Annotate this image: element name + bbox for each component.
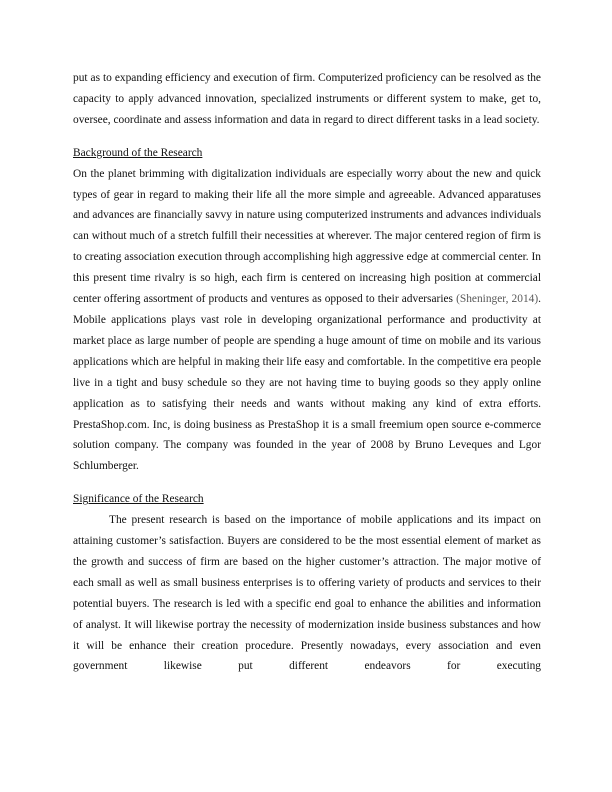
significance-paragraph: The present research is based on the importance of mobile applications and its impact on attaining customer’s satisfaction. Buyers are considered to be the most essential element of market as the growth and success of firm are based on the higher customer’s attraction. The major motive of each small as well as small business enterprises is to offering variety of products and services to their potential buyers. The research is led with a specific end goal to enhance the abilities and information of analyst. It will likewise portray the necessity of modernization inside business substances and how it will be enhance their creation procedure. Presently nowadays, every association and even government likewise put different endeavors for executing (73, 514, 541, 673)
intro-paragraph: put as to expanding efficiency and execution of firm. Computerized proficiency can be resolved as the capacity to apply advanced innovation, specialized instruments or different system to make, get to, oversee, coordinate and assess information and data in regard to direct different tasks in a lead society. (73, 72, 541, 126)
background-text-part-1: On the planet brimming with digitalization individuals are especially worry about the new and quick types of gear in regard to making their life all the more simple and agreeable. Advanced apparatuses and advances are financially savvy in nature using computerized instruments and advances individuals can without much of a stretch fulfill their necessities at wherever. The major centered region of firm is to creating association execution through accomplishing high aggressive edge at commercial center. In this present time rivalry is so high, each firm is centered on increasing high position at commercial center offering assortment of products and ventures as opposed to their adversaries (73, 167, 541, 306)
background-text-part-2: . Mobile applications plays vast role in developing organizational performance and productivity at market place as large number of people are spending a huge amount of time on mobile and its various applications which are helpful in making their life easy and comfortable. In the competitive era people live in a tight and busy schedule so they are not having time to buying goods so they apply online application as to satisfying their needs and wants without making any kind of extra efforts. PrestaShop.com. Inc, is doing business as PrestaShop it is a small freemium open source e-commerce solution company. The company was founded in the year of 2008 by Bruno Leveques and Lgor Schlumberger. (73, 293, 541, 473)
background-heading: Background of the Research (73, 146, 203, 159)
significance-heading: Significance of the Research (73, 493, 204, 506)
background-paragraph (73, 164, 541, 478)
citation: (Sheninger, 2014) (456, 293, 539, 306)
page-body (73, 68, 541, 677)
